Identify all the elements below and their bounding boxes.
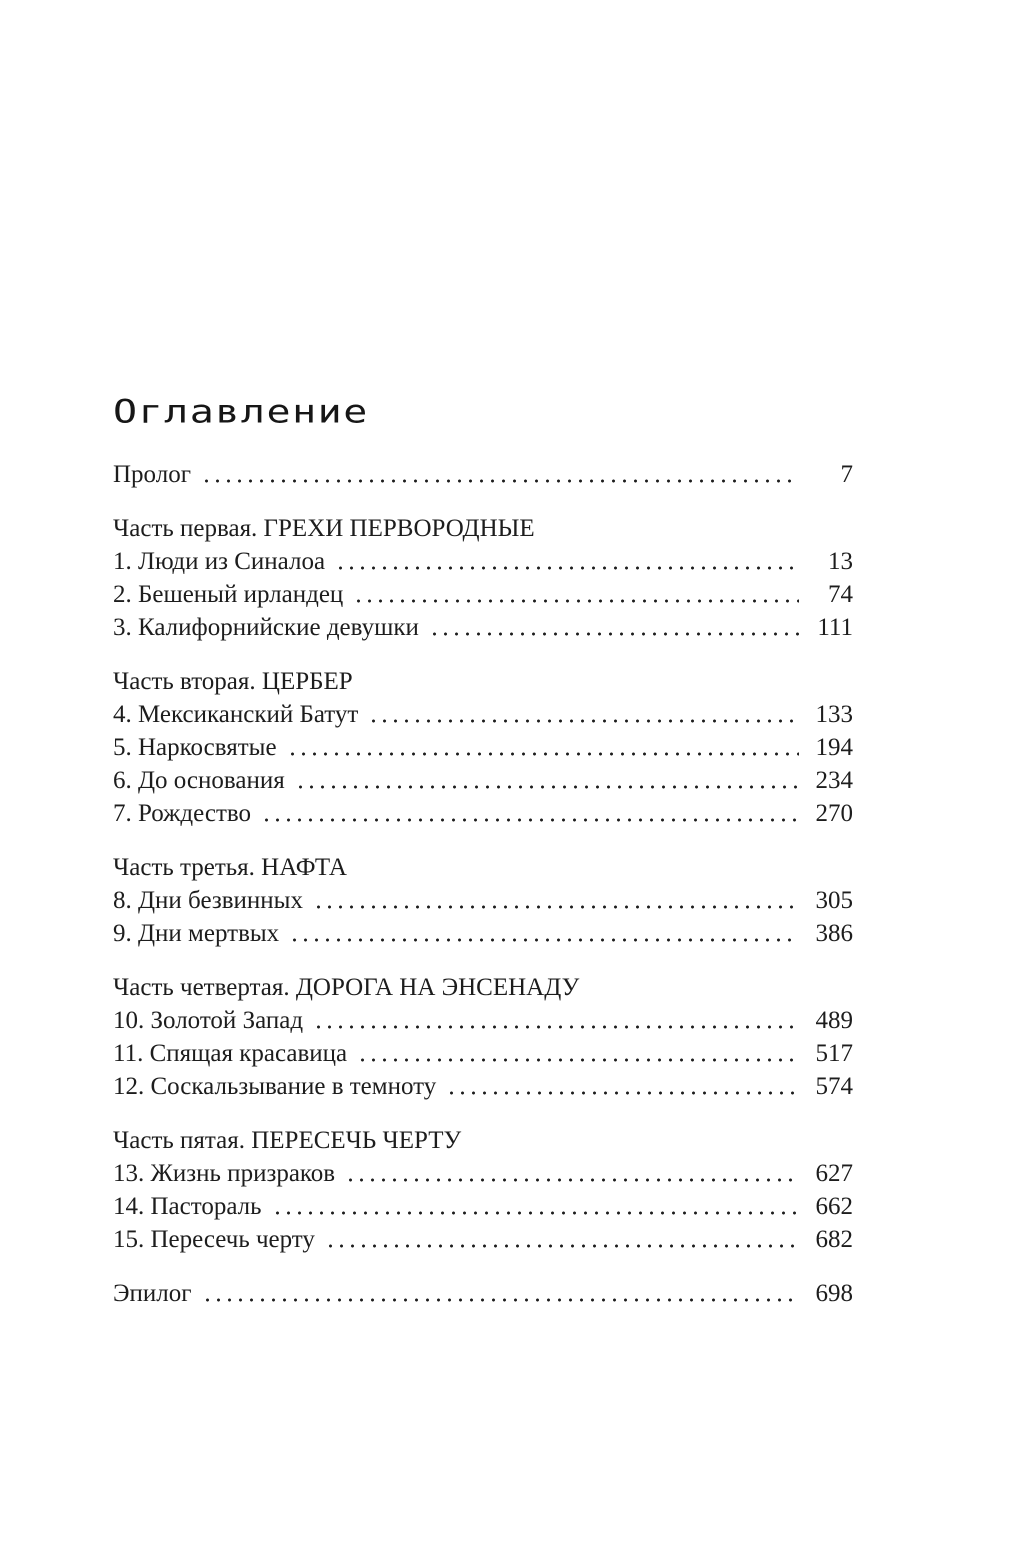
- toc-entry-title: 9. Дни мертвых: [113, 920, 280, 947]
- toc-entry: [113, 1190, 853, 1223]
- toc-entry: [113, 1070, 853, 1103]
- toc-entry-page: 698: [815, 1280, 853, 1307]
- dot-leader: [270, 1190, 799, 1223]
- dot-leader: [259, 797, 799, 830]
- toc-entry: [113, 578, 853, 611]
- toc-entry-title: 5. Наркосвятые: [113, 734, 277, 761]
- toc-entry-title: 12. Соскальзывание в темноту: [113, 1073, 437, 1100]
- toc-entry: [113, 884, 853, 917]
- toc-entry: [113, 1004, 853, 1037]
- dot-leader: [200, 1277, 800, 1310]
- toc-entry-title: Пролог: [113, 461, 191, 488]
- toc-entry-page: 489: [815, 1007, 853, 1034]
- toc-entry: [113, 698, 853, 731]
- toc-entry: [113, 545, 853, 578]
- toc-part-header: [113, 851, 853, 884]
- table-of-contents: [113, 0, 853, 1310]
- dot-leader: [311, 1004, 799, 1037]
- toc-entry: [113, 797, 853, 830]
- toc-entry-title: 2. Бешеный ирландец: [113, 581, 344, 608]
- toc-part-header: [113, 665, 853, 698]
- toc-entry-page: 13: [828, 548, 853, 575]
- toc-entry: [113, 611, 853, 644]
- toc-list: [113, 458, 853, 1310]
- toc-entry-page: 682: [815, 1226, 853, 1253]
- dot-leader: [427, 611, 799, 644]
- toc-entry-title: 14. Пастораль: [113, 1193, 262, 1220]
- toc-entry-page: 517: [815, 1040, 853, 1067]
- toc-part-header: [113, 971, 853, 1004]
- toc-entry: [113, 1037, 853, 1070]
- toc-entry-title: 6. До основания: [113, 767, 285, 794]
- dot-leader: [311, 884, 799, 917]
- toc-entry-page: 305: [815, 887, 853, 914]
- toc-entry: [113, 1157, 853, 1190]
- toc-part-title: Часть третья. НАФТА: [113, 854, 347, 881]
- toc-entry-page: 7: [840, 461, 853, 488]
- dot-leader: [287, 917, 799, 950]
- toc-entry-title: 10. Золотой Запад: [113, 1007, 304, 1034]
- toc-entry-title: 1. Люди из Синалоа: [113, 548, 326, 575]
- toc-part-title: Часть первая. ГРЕХИ ПЕРВОРОДНЫЕ: [113, 515, 535, 542]
- dot-leader: [355, 1037, 799, 1070]
- toc-part-header: [113, 1124, 853, 1157]
- dot-leader: [333, 545, 799, 578]
- toc-entry-title: 13. Жизнь призраков: [113, 1160, 336, 1187]
- toc-entry: [113, 1223, 853, 1256]
- toc-entry: [113, 917, 853, 950]
- dot-leader: [285, 731, 799, 764]
- dot-leader: [444, 1070, 799, 1103]
- toc-entry: [113, 1277, 853, 1310]
- toc-entry-title: Эпилог: [113, 1280, 192, 1307]
- toc-entry-page: 386: [815, 920, 853, 947]
- toc-part-title: Часть четвертая. ДОРОГА НА ЭНСЕНАДУ: [113, 974, 580, 1001]
- toc-entry: [113, 731, 853, 764]
- page-title: Оглавление: [113, 393, 369, 431]
- toc-entry-title: 11. Спящая красавица: [113, 1040, 348, 1067]
- toc-entry-page: 133: [815, 701, 853, 728]
- toc-entry-title: 8. Дни безвинных: [113, 887, 303, 914]
- dot-leader: [323, 1223, 799, 1256]
- toc-entry-page: 574: [815, 1073, 853, 1100]
- toc-entry: [113, 764, 853, 797]
- toc-entry-title: 15. Пересечь черту: [113, 1226, 315, 1253]
- dot-leader: [351, 578, 799, 611]
- dot-leader: [343, 1157, 799, 1190]
- toc-part-title: Часть вторая. ЦЕРБЕР: [113, 668, 353, 695]
- toc-entry-page: 662: [815, 1193, 853, 1220]
- toc-entry-page: 270: [815, 800, 853, 827]
- toc-entry-page: 74: [828, 581, 853, 608]
- toc-entry: [113, 458, 853, 491]
- toc-part-title: Часть пятая. ПЕРЕСЕЧЬ ЧЕРТУ: [113, 1127, 462, 1154]
- toc-entry-page: 627: [815, 1160, 853, 1187]
- dot-leader: [293, 764, 799, 797]
- toc-entry-page: 111: [817, 614, 853, 641]
- toc-entry-title: 4. Мексиканский Батут: [113, 701, 359, 728]
- toc-entry-page: 234: [815, 767, 853, 794]
- toc-entry-title: 7. Рождество: [113, 800, 252, 827]
- toc-entry-title: 3. Калифорнийские девушки: [113, 614, 419, 641]
- toc-part-header: [113, 512, 853, 545]
- dot-leader: [366, 698, 799, 731]
- dot-leader: [199, 458, 799, 491]
- toc-entry-page: 194: [815, 734, 853, 761]
